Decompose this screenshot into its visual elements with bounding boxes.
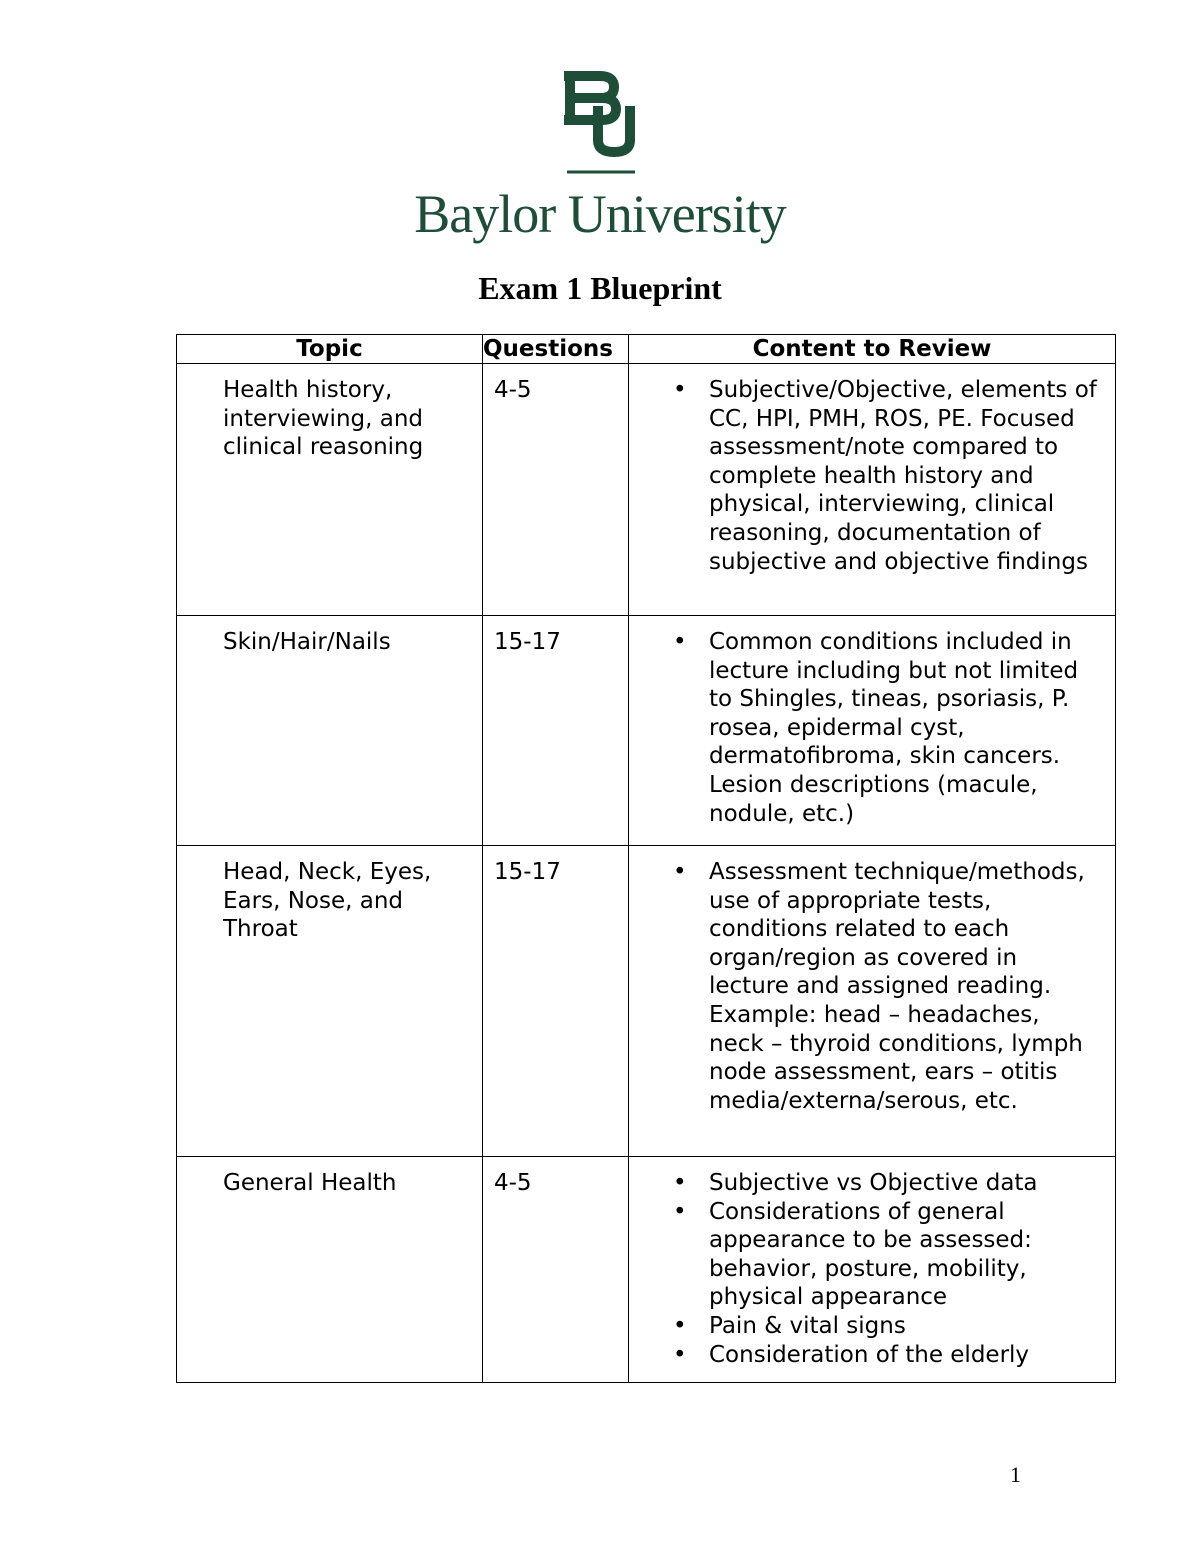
content-bullet-item [645, 376, 1101, 576]
content-bullet-text: Consideration of the elderly [709, 1341, 1030, 1368]
content-cell [629, 364, 1116, 616]
questions-cell: 4-5 [483, 1157, 629, 1383]
questions-cell: 15-17 [483, 846, 629, 1157]
topic-cell: General Health [177, 1157, 483, 1383]
content-bullet-list [645, 376, 1101, 576]
topic-cell: Health history, interviewing, and clinical reasoning [177, 364, 483, 616]
column-header-questions: Questions [483, 335, 629, 364]
column-header-topic: Topic [177, 335, 483, 364]
content-bullet-item [645, 1341, 1101, 1370]
topic-cell: Head, Neck, Eyes, Ears, Nose, and Throat [177, 846, 483, 1157]
bullet-icon: • [673, 859, 687, 885]
bullet-icon: • [673, 1198, 687, 1225]
content-bullet-text: Assessment technique/methods, use of appropriate tests, conditions related to each organ/region as covered in lecture and assigned reading. Example: head – headaches, neck – thyroid conditions, lymph node assessment, ears – otitis media/externa/serous, etc. [709, 859, 1085, 1114]
bullet-icon: • [673, 1170, 687, 1196]
content-cell [629, 616, 1116, 846]
bu-monogram-icon [564, 76, 630, 152]
column-header-content: Content to Review [629, 335, 1116, 364]
logo-wordmark: Baylor University [414, 184, 786, 244]
content-bullet-text: Pain & vital signs [709, 1312, 906, 1339]
content-bullet-list [645, 1169, 1101, 1369]
table-header-row [177, 335, 1116, 364]
content-bullet-text: Subjective vs Objective data [709, 1170, 1038, 1196]
content-bullet-text: Considerations of general appearance to be assessed: behavior, posture, mobility, physical appearance [709, 1198, 1032, 1311]
content-bullet-item [645, 1169, 1101, 1198]
content-bullet-text: Subjective/Objective, elements of CC, HPI, PMH, ROS, PE. Focused assessment/note compared to complete health history and physical, interviewing, clinical reasoning, documentation of subjective and objective findings [709, 377, 1097, 575]
content-bullet-item [645, 1198, 1101, 1312]
content-cell [629, 846, 1116, 1157]
blueprint-table [176, 334, 1116, 1383]
questions-cell: 15-17 [483, 616, 629, 846]
table-row [177, 846, 1116, 1157]
bullet-icon: • [673, 1312, 687, 1339]
questions-cell: 4-5 [483, 364, 629, 616]
baylor-logo [0, 62, 1200, 252]
topic-cell: Skin/Hair/Nails [177, 616, 483, 846]
content-bullet-item [645, 858, 1101, 1115]
bullet-icon: • [673, 1341, 687, 1368]
content-bullet-list [645, 628, 1101, 828]
content-bullet-text: Common conditions included in lecture including but not limited to Shingles, tineas, psoriasis, P. rosea, epidermal cyst, dermatofibroma, skin cancers. Lesion descriptions (macule, nodule, etc.) [709, 629, 1079, 827]
page-title: Exam 1 Blueprint [478, 270, 722, 306]
content-bullet-item [645, 1312, 1101, 1341]
content-bullet-item [645, 628, 1101, 828]
content-cell [629, 1157, 1116, 1383]
page-number: 1 [1010, 1462, 1021, 1487]
table-row [177, 1157, 1116, 1383]
bullet-icon: • [673, 629, 687, 655]
table-row [177, 616, 1116, 846]
table-row [177, 364, 1116, 616]
content-bullet-list [645, 858, 1101, 1115]
bullet-icon: • [673, 377, 687, 403]
